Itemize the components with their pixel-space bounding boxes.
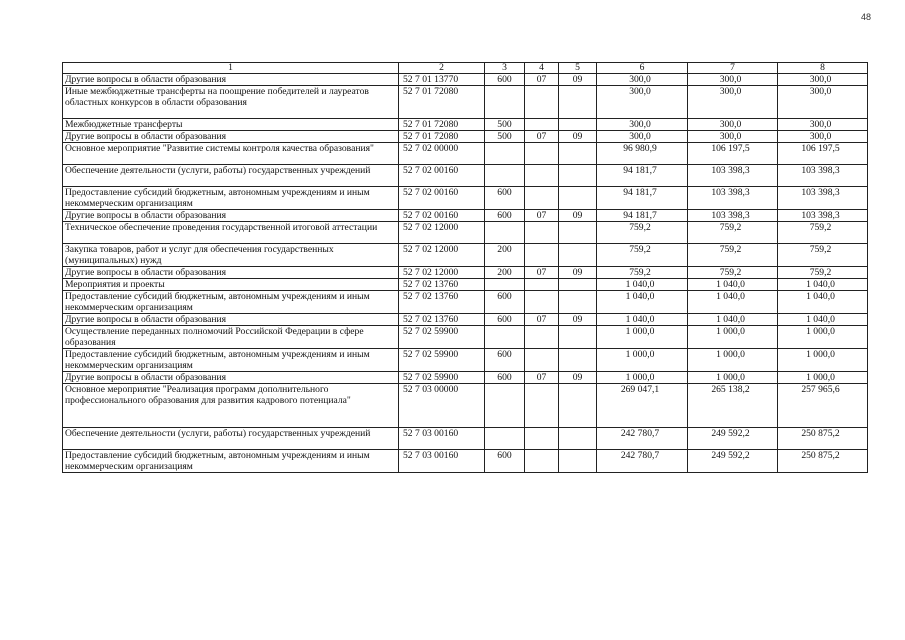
row-vr-cell — [485, 86, 525, 119]
row-vr-cell: 600 — [485, 349, 525, 372]
row-rz-cell — [525, 291, 559, 314]
row-pr-cell — [559, 428, 597, 450]
header-cell: 4 — [525, 63, 559, 74]
row-vr-cell — [485, 326, 525, 349]
row-code-cell: 52 7 01 72080 — [399, 131, 485, 143]
row-value-8-cell: 300,0 — [778, 86, 868, 119]
table-row — [63, 326, 868, 349]
row-pr-cell — [559, 349, 597, 372]
row-value-7-cell: 1 040,0 — [688, 291, 778, 314]
row-value-8-cell: 250 875,2 — [778, 450, 868, 473]
row-name-cell: Закупка товаров, работ и услуг для обеспечения государственных (муниципальных) нужд — [63, 244, 399, 267]
table-row — [63, 291, 868, 314]
row-vr-cell — [485, 143, 525, 165]
table-row — [63, 349, 868, 372]
row-rz-cell: 07 — [525, 314, 559, 326]
row-value-7-cell: 300,0 — [688, 86, 778, 119]
row-name-cell: Другие вопросы в области образования — [63, 131, 399, 143]
row-value-7-cell: 106 197,5 — [688, 143, 778, 165]
row-value-8-cell: 103 398,3 — [778, 165, 868, 187]
row-name-cell: Предоставление субсидий бюджетным, автономным учреждениям и иным некоммерческим организациям — [63, 349, 399, 372]
row-vr-cell: 600 — [485, 74, 525, 86]
row-vr-cell: 600 — [485, 210, 525, 222]
row-pr-cell: 09 — [559, 131, 597, 143]
row-value-8-cell: 300,0 — [778, 74, 868, 86]
header-cell: 8 — [778, 63, 868, 74]
table-row — [63, 244, 868, 267]
row-value-7-cell: 759,2 — [688, 267, 778, 279]
table-row — [63, 279, 868, 291]
table-row — [63, 187, 868, 210]
row-pr-cell — [559, 291, 597, 314]
row-code-cell: 52 7 02 13760 — [399, 291, 485, 314]
row-value-6-cell: 300,0 — [597, 131, 688, 143]
row-value-8-cell: 759,2 — [778, 244, 868, 267]
row-value-6-cell: 242 780,7 — [597, 450, 688, 473]
row-vr-cell: 500 — [485, 119, 525, 131]
row-value-7-cell: 759,2 — [688, 222, 778, 244]
row-value-6-cell: 1 000,0 — [597, 372, 688, 384]
row-vr-cell: 500 — [485, 131, 525, 143]
table-row — [63, 222, 868, 244]
row-pr-cell — [559, 165, 597, 187]
row-value-6-cell: 759,2 — [597, 222, 688, 244]
row-value-7-cell: 300,0 — [688, 131, 778, 143]
row-vr-cell — [485, 384, 525, 428]
row-vr-cell — [485, 428, 525, 450]
row-vr-cell: 600 — [485, 291, 525, 314]
row-name-cell: Другие вопросы в области образования — [63, 267, 399, 279]
row-rz-cell — [525, 86, 559, 119]
row-pr-cell — [559, 222, 597, 244]
row-code-cell: 52 7 02 12000 — [399, 244, 485, 267]
row-value-6-cell: 300,0 — [597, 74, 688, 86]
table-row — [63, 267, 868, 279]
row-value-8-cell: 103 398,3 — [778, 187, 868, 210]
table-row — [63, 119, 868, 131]
header-cell: 6 — [597, 63, 688, 74]
row-value-7-cell: 249 592,2 — [688, 428, 778, 450]
row-value-8-cell: 1 040,0 — [778, 279, 868, 291]
table-row — [63, 74, 868, 86]
row-code-cell: 52 7 02 59900 — [399, 372, 485, 384]
row-value-7-cell: 1 000,0 — [688, 349, 778, 372]
row-vr-cell: 600 — [485, 372, 525, 384]
row-value-6-cell: 1 040,0 — [597, 291, 688, 314]
row-name-cell: Техническое обеспечение проведения государственной итоговой аттестации — [63, 222, 399, 244]
row-rz-cell: 07 — [525, 267, 559, 279]
row-value-7-cell: 265 138,2 — [688, 384, 778, 428]
table-row — [63, 428, 868, 450]
row-pr-cell: 09 — [559, 267, 597, 279]
row-name-cell: Основное мероприятие "Реализация программ дополнительного профессионального образования для развития кадрового потенциала" — [63, 384, 399, 428]
row-pr-cell — [559, 326, 597, 349]
row-value-8-cell: 1 040,0 — [778, 291, 868, 314]
row-value-6-cell: 94 181,7 — [597, 210, 688, 222]
header-cell: 2 — [399, 63, 485, 74]
row-name-cell: Осуществление переданных полномочий Российской Федерации в сфере образования — [63, 326, 399, 349]
row-rz-cell — [525, 244, 559, 267]
row-pr-cell: 09 — [559, 372, 597, 384]
row-code-cell: 52 7 02 00160 — [399, 187, 485, 210]
row-name-cell: Другие вопросы в области образования — [63, 210, 399, 222]
header-cell: 3 — [485, 63, 525, 74]
row-code-cell: 52 7 02 12000 — [399, 267, 485, 279]
row-pr-cell: 09 — [559, 74, 597, 86]
row-rz-cell: 07 — [525, 210, 559, 222]
row-value-7-cell: 300,0 — [688, 119, 778, 131]
row-value-7-cell: 103 398,3 — [688, 187, 778, 210]
row-pr-cell — [559, 450, 597, 473]
row-name-cell: Обеспечение деятельности (услуги, работы) государственных учреждений — [63, 428, 399, 450]
row-pr-cell — [559, 279, 597, 291]
row-value-6-cell: 759,2 — [597, 244, 688, 267]
table-row — [63, 165, 868, 187]
row-value-7-cell: 103 398,3 — [688, 165, 778, 187]
row-rz-cell — [525, 428, 559, 450]
row-code-cell: 52 7 02 00160 — [399, 165, 485, 187]
row-value-6-cell: 94 181,7 — [597, 165, 688, 187]
row-rz-cell: 07 — [525, 74, 559, 86]
row-rz-cell — [525, 349, 559, 372]
row-vr-cell: 600 — [485, 187, 525, 210]
row-rz-cell — [525, 119, 559, 131]
row-value-6-cell: 1 040,0 — [597, 314, 688, 326]
row-value-8-cell: 759,2 — [778, 222, 868, 244]
table-row — [63, 384, 868, 428]
row-code-cell: 52 7 02 13760 — [399, 279, 485, 291]
row-code-cell: 52 7 02 00160 — [399, 210, 485, 222]
table-row — [63, 86, 868, 119]
row-value-6-cell: 242 780,7 — [597, 428, 688, 450]
row-value-6-cell: 269 047,1 — [597, 384, 688, 428]
row-value-6-cell: 94 181,7 — [597, 187, 688, 210]
row-rz-cell — [525, 165, 559, 187]
row-code-cell: 52 7 02 00000 — [399, 143, 485, 165]
row-pr-cell: 09 — [559, 210, 597, 222]
row-value-8-cell: 1 040,0 — [778, 314, 868, 326]
row-name-cell: Другие вопросы в области образования — [63, 314, 399, 326]
row-pr-cell — [559, 119, 597, 131]
table-row — [63, 131, 868, 143]
row-vr-cell — [485, 279, 525, 291]
row-name-cell: Обеспечение деятельности (услуги, работы) государственных учреждений — [63, 165, 399, 187]
page-number: 48 — [860, 12, 871, 22]
row-pr-cell — [559, 143, 597, 165]
header-row — [63, 63, 868, 74]
row-name-cell: Другие вопросы в области образования — [63, 74, 399, 86]
row-name-cell: Мероприятия и проекты — [63, 279, 399, 291]
row-code-cell: 52 7 02 12000 — [399, 222, 485, 244]
row-pr-cell — [559, 384, 597, 428]
row-value-8-cell: 300,0 — [778, 119, 868, 131]
header-cell: 7 — [688, 63, 778, 74]
row-value-7-cell: 1 040,0 — [688, 314, 778, 326]
row-pr-cell: 09 — [559, 314, 597, 326]
table-row — [63, 372, 868, 384]
row-code-cell: 52 7 01 72080 — [399, 119, 485, 131]
row-value-8-cell: 106 197,5 — [778, 143, 868, 165]
row-name-cell: Другие вопросы в области образования — [63, 372, 399, 384]
row-value-7-cell: 759,2 — [688, 244, 778, 267]
row-name-cell: Основное мероприятие "Развитие системы контроля качества образования" — [63, 143, 399, 165]
row-rz-cell: 07 — [525, 131, 559, 143]
row-code-cell: 52 7 02 59900 — [399, 326, 485, 349]
row-pr-cell — [559, 86, 597, 119]
row-name-cell: Межбюджетные трансферты — [63, 119, 399, 131]
row-name-cell: Предоставление субсидий бюджетным, автономным учреждениям и иным некоммерческим организациям — [63, 291, 399, 314]
row-value-6-cell: 759,2 — [597, 267, 688, 279]
row-rz-cell: 07 — [525, 372, 559, 384]
row-value-8-cell: 759,2 — [778, 267, 868, 279]
table-row — [63, 450, 868, 473]
row-value-8-cell: 300,0 — [778, 131, 868, 143]
row-value-7-cell: 1 000,0 — [688, 326, 778, 349]
row-value-6-cell: 96 980,9 — [597, 143, 688, 165]
row-vr-cell: 200 — [485, 267, 525, 279]
header-cell: 1 — [63, 63, 399, 74]
row-value-7-cell: 1 000,0 — [688, 372, 778, 384]
row-value-7-cell: 249 592,2 — [688, 450, 778, 473]
row-value-8-cell: 257 965,6 — [778, 384, 868, 428]
row-rz-cell — [525, 384, 559, 428]
row-vr-cell: 200 — [485, 244, 525, 267]
row-value-6-cell: 1 000,0 — [597, 349, 688, 372]
row-code-cell: 52 7 02 59900 — [399, 349, 485, 372]
row-pr-cell — [559, 244, 597, 267]
row-value-7-cell: 1 040,0 — [688, 279, 778, 291]
row-code-cell: 52 7 03 00160 — [399, 428, 485, 450]
row-code-cell: 52 7 03 00000 — [399, 384, 485, 428]
budget-table — [62, 62, 868, 473]
row-value-6-cell: 1 040,0 — [597, 279, 688, 291]
row-rz-cell — [525, 326, 559, 349]
row-vr-cell: 600 — [485, 450, 525, 473]
row-value-8-cell: 1 000,0 — [778, 349, 868, 372]
header-cell: 5 — [559, 63, 597, 74]
row-rz-cell — [525, 187, 559, 210]
row-rz-cell — [525, 143, 559, 165]
row-name-cell: Предоставление субсидий бюджетным, автономным учреждениям и иным некоммерческим организациям — [63, 187, 399, 210]
row-rz-cell — [525, 222, 559, 244]
row-rz-cell — [525, 450, 559, 473]
table-row — [63, 210, 868, 222]
row-code-cell: 52 7 02 13760 — [399, 314, 485, 326]
row-code-cell: 52 7 01 13770 — [399, 74, 485, 86]
row-value-8-cell: 103 398,3 — [778, 210, 868, 222]
row-rz-cell — [525, 279, 559, 291]
row-value-8-cell: 250 875,2 — [778, 428, 868, 450]
row-vr-cell — [485, 165, 525, 187]
row-vr-cell: 600 — [485, 314, 525, 326]
table-row — [63, 143, 868, 165]
row-code-cell: 52 7 01 72080 — [399, 86, 485, 119]
row-value-8-cell: 1 000,0 — [778, 326, 868, 349]
row-value-6-cell: 1 000,0 — [597, 326, 688, 349]
table-row — [63, 314, 868, 326]
row-pr-cell — [559, 187, 597, 210]
row-value-6-cell: 300,0 — [597, 119, 688, 131]
row-value-6-cell: 300,0 — [597, 86, 688, 119]
row-vr-cell — [485, 222, 525, 244]
row-value-7-cell: 300,0 — [688, 74, 778, 86]
row-name-cell: Предоставление субсидий бюджетным, автономным учреждениям и иным некоммерческим организациям — [63, 450, 399, 473]
row-value-8-cell: 1 000,0 — [778, 372, 868, 384]
row-value-7-cell: 103 398,3 — [688, 210, 778, 222]
row-name-cell: Иные межбюджетные трансферты на поощрение победителей и лауреатов областных конкурсов в области образования — [63, 86, 399, 119]
row-code-cell: 52 7 03 00160 — [399, 450, 485, 473]
